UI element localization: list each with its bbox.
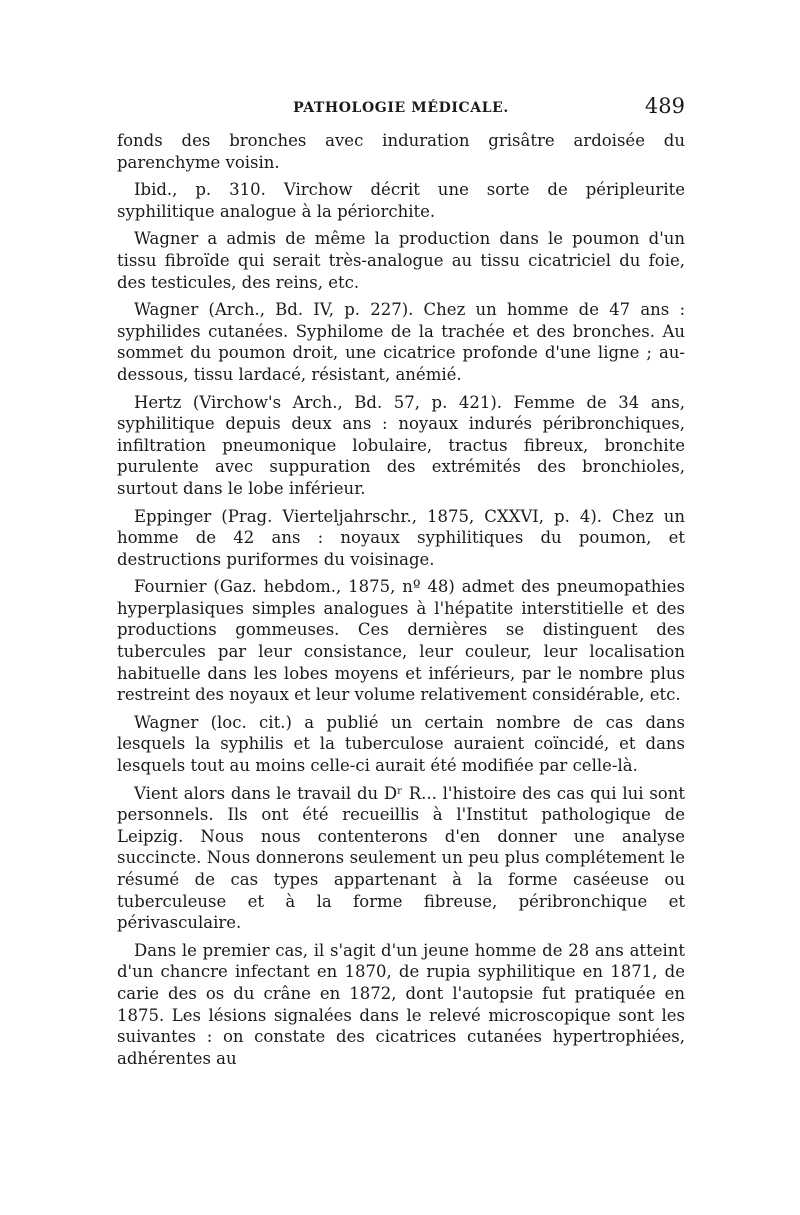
running-title: PATHOLOGIE MÉDICALE. [293,100,509,116]
body-text [117,130,685,1069]
paragraph: Eppinger (Prag. Vierteljahrschr., 1875, CXXVI, p. 4). Chez un homme de 42 ans : noyaux syphilitiques du poumon, et destructions puriformes du voisinage. [117,506,685,569]
paragraph: Wagner a admis de même la production dans le poumon d'un tissu fibroïde qui serait très-analogue au tissu cicatriciel du foie, des testicules, des reins, etc. [117,229,685,292]
paragraph-continuation: fonds des bronches avec induration grisâtre ardoisée du parenchyme voisin. [117,131,685,172]
paragraph: Hertz (Virchow's Arch., Bd. 57, p. 421). Femme de 34 ans, syphilitique depuis deux ans : noyaux indurés péribronchiques, infiltration pneumonique lobulaire, tractus fibreux, bronchite purulente avec suppuration des extrémités des bronchioles, surtout dans le lobe inférieur. [117,392,685,498]
paragraph: Vient alors dans le travail du Dʳ R... l'histoire des cas qui lui sont personnels. Ils ont été recueillis à l'Institut pathologique de Leipzig. Nous nous contenterons d'en donner une analyse succincte. Nous donnerons seulement un peu plus complétement le résumé de cas types appartenant à la forme caséeuse ou tuberculeuse et à la forme fibreuse, péribronchique et périvasculaire. [117,783,685,933]
paragraph: Wagner (Arch., Bd. IV, p. 227). Chez un homme de 47 ans : syphilides cutanées. Syphilome de la trachée et des bronches. Au sommet du poumon droit, une cicatrice profonde d'une ligne ; au-dessous, tissu lardacé, résistant, anémié. [117,300,685,384]
page-header [117,96,685,120]
paragraph: Dans le premier cas, il s'agit d'un jeune homme de 28 ans atteint d'un chancre infectant en 1870, de rupia syphilitique en 1871, de carie des os du crâne en 1872, dont l'autopsie fut pratiquée en 1875. Les lésions signalées dans le relevé microscopique sont les suivantes : on constate des cicatrices cutanées hypertrophiées, adhérentes au [117,940,685,1068]
paragraph: Wagner (loc. cit.) a publié un certain nombre de cas dans lesquels la syphilis et la tuberculose auraient coïncidé, et dans lesquels tout au moins celle-ci aurait été modifiée par celle-là. [117,712,685,776]
paragraph: Fournier (Gaz. hebdom., 1875, nº 48) admet des pneumopathies hyperplasiques simples analogues à l'hépatite interstitielle et des productions gommeuses. Ces dernières se distinguent des tubercules par leur consistance, leur couleur, leur localisation habituelle dans les lobes moyens et inférieurs, par le nombre plus restreint des noyaux et leur volume relativement considérable, etc. [117,577,685,705]
page-number: 489 [644,94,685,118]
paragraph: Ibid., p. 310. Virchow décrit une sorte de péripleurite syphilitique analogue à la périorchite. [117,180,685,221]
